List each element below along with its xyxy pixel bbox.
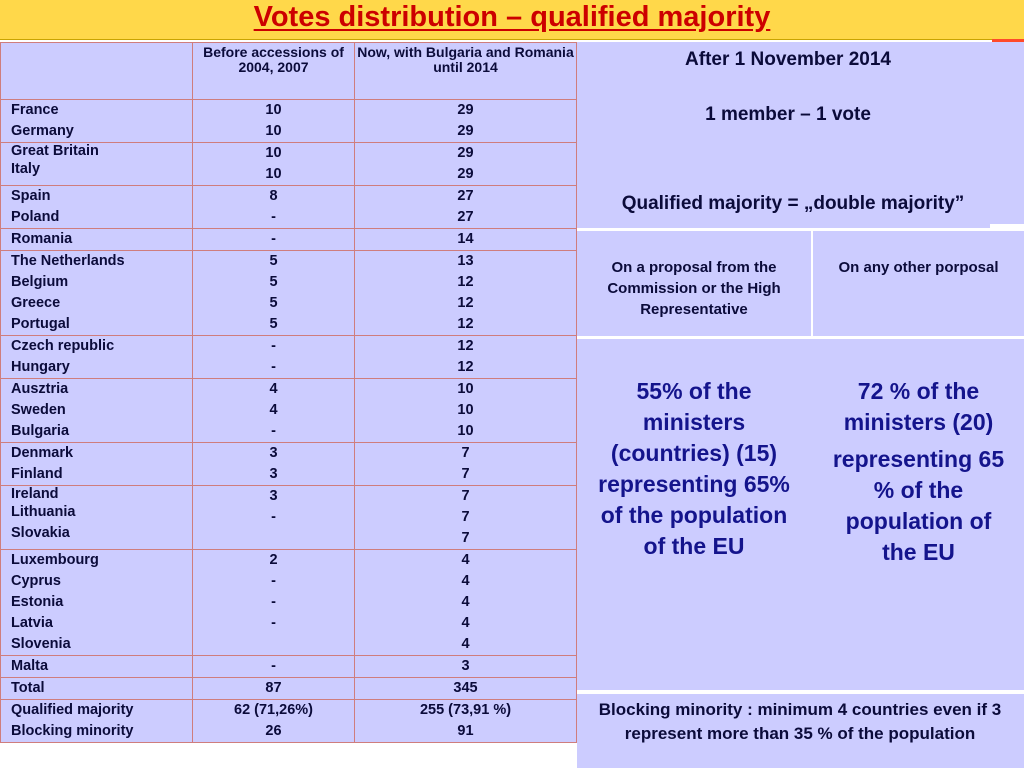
now-votes-cell bbox=[355, 700, 577, 743]
country-name: Greece bbox=[11, 295, 61, 311]
country-name: Finland bbox=[11, 466, 63, 482]
votes-value: 10 bbox=[265, 145, 282, 161]
divider bbox=[577, 336, 1024, 339]
header-now: Now, with Bulgaria and Romania until 2014 bbox=[355, 43, 577, 100]
votes-value: 8 bbox=[269, 188, 278, 204]
votes-value: 26 bbox=[265, 723, 282, 739]
votes-value: 4 bbox=[461, 552, 470, 568]
other-proposal-heading: On any other porposal bbox=[838, 259, 999, 276]
votes-value: 10 bbox=[265, 166, 282, 182]
before-votes-cell bbox=[193, 100, 355, 143]
before-votes-cell bbox=[193, 486, 355, 550]
commission-proposal-heading: On a proposal from the Commission or the High Representative bbox=[607, 259, 781, 318]
votes-value: 7 bbox=[461, 445, 470, 461]
before-votes-cell bbox=[193, 229, 355, 251]
votes-value: 2 bbox=[269, 552, 278, 568]
rule-line: (countries) (15) bbox=[610, 440, 778, 466]
country-name: Estonia bbox=[11, 594, 64, 610]
votes-value: - bbox=[271, 209, 276, 225]
votes-value: - bbox=[271, 615, 276, 631]
country-name: Germany bbox=[11, 123, 74, 139]
votes-value: 5 bbox=[269, 295, 278, 311]
country-name: Italy bbox=[11, 161, 41, 177]
table-row bbox=[1, 678, 577, 700]
rule-line: % of the bbox=[873, 477, 964, 503]
votes-value: 91 bbox=[457, 723, 474, 739]
other-rule bbox=[813, 376, 1024, 568]
blocking-minority-text: Blocking minority : minimum 4 countries even if 3 represent more than 35 % of the population bbox=[598, 700, 1002, 743]
rule-line: 55% of the bbox=[636, 378, 752, 404]
country-name: Blocking minority bbox=[11, 723, 134, 739]
now-votes-cell bbox=[355, 486, 577, 550]
country-name: Belgium bbox=[11, 274, 69, 290]
country-name: Lithuania bbox=[11, 504, 76, 520]
table-row bbox=[1, 251, 577, 336]
votes-value: 4 bbox=[461, 636, 470, 652]
rule-line: ministers (20) bbox=[843, 409, 994, 435]
country-name: Spain bbox=[11, 188, 51, 204]
country-name: Latvia bbox=[11, 615, 53, 631]
after-date-text: After 1 November 2014 bbox=[685, 49, 891, 70]
now-votes-cell bbox=[355, 251, 577, 336]
votes-value: 3 bbox=[269, 488, 278, 504]
before-votes-cell bbox=[193, 143, 355, 186]
now-votes-cell bbox=[355, 143, 577, 186]
before-votes-cell bbox=[193, 700, 355, 743]
country-cell bbox=[1, 486, 193, 550]
votes-value: 10 bbox=[457, 381, 474, 397]
votes-value: - bbox=[271, 338, 276, 354]
votes-value: 29 bbox=[457, 145, 474, 161]
votes-value: 10 bbox=[457, 402, 474, 418]
country-cell bbox=[1, 229, 193, 251]
rule-line: the EU bbox=[882, 539, 955, 565]
votes-table bbox=[0, 42, 577, 743]
country-name: Bulgaria bbox=[11, 423, 70, 439]
table-row bbox=[1, 700, 577, 743]
country-name: Luxembourg bbox=[11, 552, 99, 568]
votes-value: 12 bbox=[457, 295, 474, 311]
table-row bbox=[1, 229, 577, 251]
now-votes-cell bbox=[355, 379, 577, 443]
votes-value: 7 bbox=[461, 488, 470, 504]
country-name: Slovakia bbox=[11, 525, 70, 541]
votes-value: 5 bbox=[269, 316, 278, 332]
votes-value: 14 bbox=[457, 231, 474, 247]
votes-value: 5 bbox=[269, 253, 278, 269]
before-votes-cell bbox=[193, 251, 355, 336]
header-before: Before accessions of 2004, 2007 bbox=[193, 43, 355, 100]
votes-value: 5 bbox=[269, 274, 278, 290]
votes-value: 4 bbox=[461, 573, 470, 589]
country-cell bbox=[1, 379, 193, 443]
country-cell bbox=[1, 100, 193, 143]
votes-value: - bbox=[271, 594, 276, 610]
votes-value: - bbox=[271, 658, 276, 674]
country-name: Hungary bbox=[11, 359, 70, 375]
country-name: Slovenia bbox=[11, 636, 71, 652]
votes-value: 4 bbox=[461, 615, 470, 631]
country-cell bbox=[1, 143, 193, 186]
votes-value: 4 bbox=[269, 402, 278, 418]
now-votes-cell bbox=[355, 656, 577, 678]
votes-value: 12 bbox=[457, 338, 474, 354]
country-name: Romania bbox=[11, 231, 73, 247]
table-row bbox=[1, 186, 577, 229]
votes-value: 13 bbox=[457, 253, 474, 269]
before-votes-cell bbox=[193, 656, 355, 678]
header-country bbox=[1, 43, 193, 100]
votes-value: 345 bbox=[453, 680, 478, 696]
country-name: France bbox=[11, 102, 59, 118]
country-name: Qualified majority bbox=[11, 702, 134, 718]
country-cell bbox=[1, 336, 193, 379]
votes-value: 62 (71,26%) bbox=[234, 702, 313, 718]
now-votes-cell bbox=[355, 550, 577, 656]
one-member-vote-text: 1 member – 1 vote bbox=[705, 104, 871, 125]
double-majority-panel bbox=[577, 42, 1024, 768]
rule-line: of the EU bbox=[643, 533, 745, 559]
votes-value: 87 bbox=[265, 680, 282, 696]
country-name: Great Britain bbox=[11, 143, 99, 159]
country-name: Portugal bbox=[11, 316, 70, 332]
slide-title: Votes distribution – qualified majority bbox=[253, 1, 771, 33]
votes-value: 7 bbox=[461, 509, 470, 525]
after-2014-section bbox=[577, 42, 999, 188]
title-bar bbox=[0, 0, 1024, 40]
table-row bbox=[1, 143, 577, 186]
votes-value: 10 bbox=[457, 423, 474, 439]
before-votes-cell bbox=[193, 336, 355, 379]
country-name: Czech republic bbox=[11, 338, 115, 354]
votes-value: - bbox=[271, 423, 276, 439]
votes-value: 29 bbox=[457, 102, 474, 118]
double-majority-text: Qualified majority = „double majority” bbox=[621, 193, 965, 214]
votes-value: - bbox=[271, 359, 276, 375]
country-name: The Netherlands bbox=[11, 253, 125, 269]
votes-value: 3 bbox=[269, 445, 278, 461]
votes-value: 3 bbox=[269, 466, 278, 482]
rule-line: ministers bbox=[642, 409, 746, 435]
table-row bbox=[1, 550, 577, 656]
country-name: Ausztria bbox=[11, 381, 69, 397]
votes-value: 27 bbox=[457, 188, 474, 204]
votes-value: 10 bbox=[265, 102, 282, 118]
votes-value: 27 bbox=[457, 209, 474, 225]
votes-value: 12 bbox=[457, 316, 474, 332]
country-name: Malta bbox=[11, 658, 49, 674]
country-cell bbox=[1, 443, 193, 486]
table-row bbox=[1, 379, 577, 443]
table-row bbox=[1, 486, 577, 550]
before-votes-cell bbox=[193, 678, 355, 700]
votes-value: 255 (73,91 %) bbox=[419, 702, 512, 718]
now-votes-cell bbox=[355, 100, 577, 143]
votes-value: - bbox=[271, 509, 276, 525]
votes-value: - bbox=[271, 573, 276, 589]
before-votes-cell bbox=[193, 379, 355, 443]
rule-line: representing 65% bbox=[598, 471, 790, 497]
country-cell bbox=[1, 550, 193, 656]
table-row bbox=[1, 100, 577, 143]
country-name: Denmark bbox=[11, 445, 74, 461]
country-name: Poland bbox=[11, 209, 60, 225]
country-name: Cyprus bbox=[11, 573, 61, 589]
votes-value: 7 bbox=[461, 530, 470, 546]
rule-line: 72 % of the bbox=[857, 378, 980, 404]
now-votes-cell bbox=[355, 186, 577, 229]
table-header-row bbox=[1, 43, 577, 100]
votes-value: 29 bbox=[457, 166, 474, 182]
rule-line: of the population bbox=[600, 502, 788, 528]
country-name: Total bbox=[11, 680, 45, 696]
votes-value: - bbox=[271, 231, 276, 247]
votes-value: 29 bbox=[457, 123, 474, 139]
rule-line: representing 65 bbox=[832, 446, 1005, 472]
votes-value: 12 bbox=[457, 359, 474, 375]
votes-value: 7 bbox=[461, 466, 470, 482]
table-row bbox=[1, 336, 577, 379]
votes-value: 3 bbox=[461, 658, 470, 674]
rule-line: population of bbox=[845, 508, 992, 534]
divider bbox=[577, 690, 1024, 694]
country-cell bbox=[1, 678, 193, 700]
country-name: Ireland bbox=[11, 486, 59, 502]
commission-rule bbox=[577, 376, 811, 562]
table-row bbox=[1, 656, 577, 678]
votes-value: 4 bbox=[461, 594, 470, 610]
now-votes-cell bbox=[355, 336, 577, 379]
country-name: Sweden bbox=[11, 402, 66, 418]
now-votes-cell bbox=[355, 229, 577, 251]
country-cell bbox=[1, 251, 193, 336]
table-row bbox=[1, 443, 577, 486]
votes-value: 10 bbox=[265, 123, 282, 139]
votes-value: 12 bbox=[457, 274, 474, 290]
country-cell bbox=[1, 656, 193, 678]
before-votes-cell bbox=[193, 186, 355, 229]
before-votes-cell bbox=[193, 443, 355, 486]
country-cell bbox=[1, 700, 193, 743]
country-cell bbox=[1, 186, 193, 229]
votes-value: 4 bbox=[269, 381, 278, 397]
now-votes-cell bbox=[355, 678, 577, 700]
before-votes-cell bbox=[193, 550, 355, 656]
now-votes-cell bbox=[355, 443, 577, 486]
